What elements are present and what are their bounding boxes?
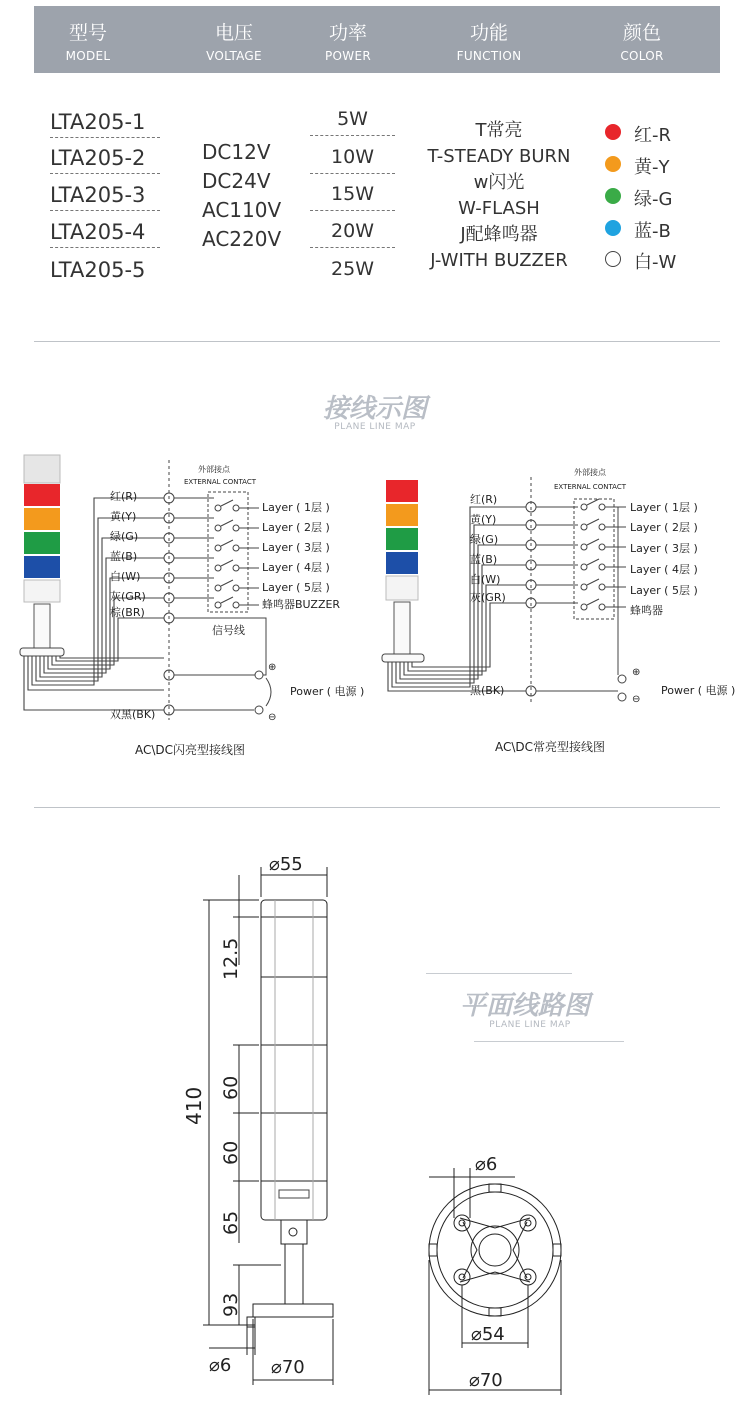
header-model-cn: 型号 xyxy=(68,22,107,44)
function-item: w闪光 xyxy=(473,172,525,193)
dim-hole: ⌀6 xyxy=(209,1355,232,1376)
color-label-white: 白-W xyxy=(634,252,677,273)
header-color xyxy=(594,6,690,73)
side-view-drawing xyxy=(175,845,375,1410)
divider xyxy=(34,807,720,808)
signal-label: 信号线 xyxy=(212,624,245,637)
function-item: T常亮 xyxy=(475,120,523,141)
layer-label: Layer ( 3层 ) xyxy=(630,542,698,555)
model-item: LTA205-1 xyxy=(50,110,160,138)
dim-base: ⌀70 xyxy=(271,1357,305,1378)
ext-contact-cn: 外部接点 xyxy=(198,465,230,474)
layer-label: Layer ( 1层 ) xyxy=(262,501,330,514)
svg-text:⊖: ⊖ xyxy=(632,694,641,705)
header-function-en: FUNCTION xyxy=(456,49,522,63)
header-power-en: POWER xyxy=(325,49,371,63)
header-color-cn: 颜色 xyxy=(622,22,661,44)
function-item: J配蜂鸣器 xyxy=(460,224,538,245)
header-color-en: COLOR xyxy=(620,49,664,63)
wire-label: 绿(G) xyxy=(110,530,139,543)
wire-label: 棕(BR) xyxy=(110,606,145,619)
model-item: LTA205-4 xyxy=(50,220,160,248)
plan-pcd: ⌀54 xyxy=(471,1324,505,1345)
dim-total-height: 410 xyxy=(182,1086,206,1125)
wire-label: 红(R) xyxy=(110,490,138,503)
header-power-cn: 功率 xyxy=(328,22,367,44)
dimension-title: 平面线路图 xyxy=(459,991,590,1021)
header-function-cn: 功能 xyxy=(469,22,508,44)
title-rule xyxy=(474,1041,624,1042)
power-item: 15W xyxy=(310,183,395,211)
wire-label: 白(W) xyxy=(110,570,141,583)
color-label-yellow: 黄-Y xyxy=(634,157,670,178)
wire-label: 蓝(B) xyxy=(470,553,498,566)
dim-tier-b: 60 xyxy=(220,1140,242,1165)
color-dot-white xyxy=(605,251,621,267)
plan-view-drawing xyxy=(415,1150,580,1420)
voltage-item: AC220V xyxy=(202,227,282,251)
wire-label: 绿(G) xyxy=(470,533,499,546)
wire-label: 灰(GR) xyxy=(470,591,506,604)
ext-contact-en: EXTERNAL CONTACT xyxy=(554,483,627,491)
layer-label: Layer ( 2层 ) xyxy=(630,521,698,534)
color-label-green: 绿-G xyxy=(634,189,673,210)
model-item: LTA205-3 xyxy=(50,183,160,211)
svg-text:⊕: ⊕ xyxy=(268,662,277,673)
function-item: J-WITH BUZZER xyxy=(430,250,568,271)
function-item: W-FLASH xyxy=(458,198,540,219)
divider xyxy=(34,341,720,342)
power-item: 10W xyxy=(310,146,395,174)
wiring-diagram-steady xyxy=(378,465,738,710)
header-voltage-en: VOLTAGE xyxy=(206,49,262,63)
dim-lower: 65 xyxy=(220,1210,242,1235)
wire-label: 白(W) xyxy=(470,573,501,586)
power-label: Power ( 电源 ) xyxy=(661,684,736,697)
wiring-title: 接线示图 xyxy=(322,394,427,424)
voltage-item: AC110V xyxy=(202,198,282,222)
plan-base: ⌀70 xyxy=(469,1370,503,1391)
header-model-en: MODEL xyxy=(65,49,111,63)
ground-label: 双黑(BK) xyxy=(110,708,156,721)
power-item: 5W xyxy=(310,108,395,136)
header-power xyxy=(300,6,396,73)
dim-tier-a: 60 xyxy=(220,1075,242,1100)
wiring-diagram-flash xyxy=(14,450,370,725)
wire-label: 红(R) xyxy=(470,493,498,506)
voltage-item: DC24V xyxy=(202,169,271,193)
ext-contact-en: EXTERNAL CONTACT xyxy=(184,478,257,486)
dim-stem: 93 xyxy=(220,1292,242,1317)
plan-hole: ⌀6 xyxy=(475,1154,498,1175)
caption-steady: AC\DC常亮型接线图 xyxy=(494,740,606,754)
layer-label: Layer ( 1层 ) xyxy=(630,501,698,514)
color-label-red: 红-R xyxy=(634,125,672,146)
wiring-subtitle: PLANE LINE MAP xyxy=(334,422,416,432)
ext-contact-cn: 外部接点 xyxy=(574,468,606,477)
wire-label: 黄(Y) xyxy=(110,510,137,523)
svg-text:⊕: ⊕ xyxy=(632,667,641,678)
color-dot-blue xyxy=(605,220,621,236)
layer-label: Layer ( 2层 ) xyxy=(262,521,330,534)
svg-text:⊖: ⊖ xyxy=(268,712,277,723)
header-voltage xyxy=(186,6,282,73)
dim-cap: 12.5 xyxy=(220,937,242,980)
spec-header-bar xyxy=(34,6,720,73)
power-label: Power ( 电源 ) xyxy=(290,685,365,698)
color-dot-yellow xyxy=(605,156,621,172)
layer-label: Layer ( 4层 ) xyxy=(630,563,698,576)
layer-label: Layer ( 3层 ) xyxy=(262,541,330,554)
voltage-item: DC12V xyxy=(202,140,271,164)
color-dot-red xyxy=(605,124,621,140)
wire-label: 蓝(B) xyxy=(110,550,138,563)
layer-label: Layer ( 4层 ) xyxy=(262,561,330,574)
ground-label: 黑(BK) xyxy=(470,684,505,697)
layer-label: Layer ( 5层 ) xyxy=(630,584,698,597)
model-item: LTA205-2 xyxy=(50,146,160,174)
header-function xyxy=(439,6,539,73)
power-item: 25W xyxy=(331,258,374,280)
caption-flash: AC\DC闪亮型接线图 xyxy=(134,743,246,757)
layer-label: 蜂鸣器BUZZER xyxy=(262,598,341,611)
dimension-subtitle: PLANE LINE MAP xyxy=(489,1020,571,1030)
wire-label: 灰(GR) xyxy=(110,590,146,603)
color-dot-green xyxy=(605,188,621,204)
layer-label: Layer ( 5层 ) xyxy=(262,581,330,594)
header-voltage-cn: 电压 xyxy=(214,22,253,44)
color-label-blue: 蓝-B xyxy=(634,221,671,242)
wire-label: 黄(Y) xyxy=(470,513,497,526)
header-model xyxy=(40,6,136,73)
power-item: 20W xyxy=(310,220,395,248)
layer-label: 蜂鸣器 xyxy=(630,604,663,617)
model-item: LTA205-5 xyxy=(50,258,146,282)
title-rule xyxy=(426,973,572,974)
dim-top-diameter: ⌀55 xyxy=(269,854,303,875)
function-item: T-STEADY BURN xyxy=(427,146,571,167)
